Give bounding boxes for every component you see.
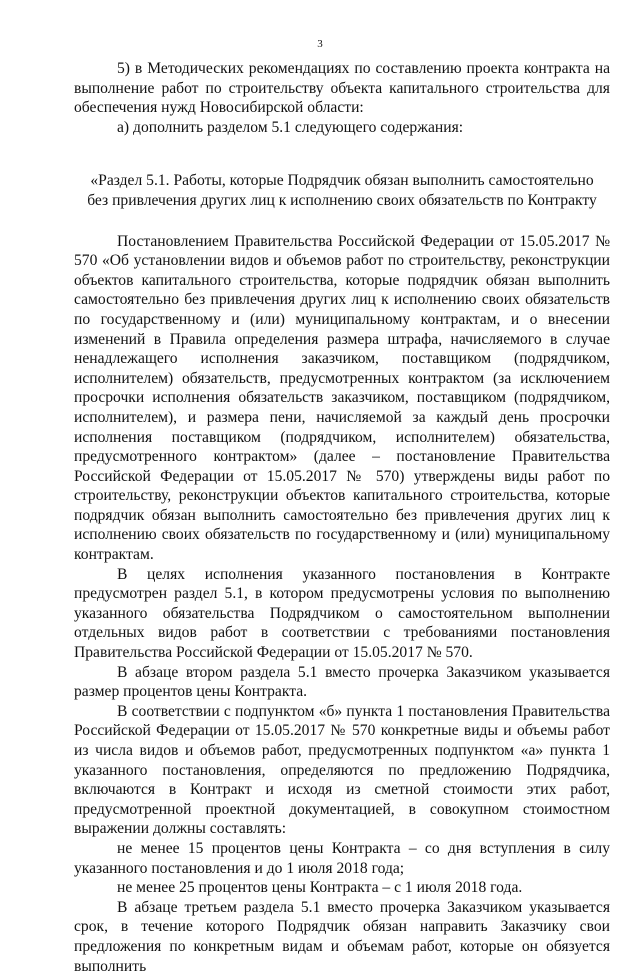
paragraph: не менее 15 процентов цены Контракта – со дня вступления в силу указанного постановления и до 1 июля 2018 года;	[74, 839, 610, 877]
paragraph: не менее 25 процентов цены Контракта – с 1 июля 2018 года.	[117, 879, 523, 897]
section-heading-line: «Раздел 5.1. Работы, которые Подрядчик обязан выполнить самостоятельно	[90, 172, 594, 190]
paragraph: В соответствии с подпунктом «б» пункта 1 постановления Правительства Российской Федерации от 15.05.2017 № 570 конкретные виды и объемы работ из числа видов и объемов работ, предусмотренных подпунктом «а» пункта 1 указанного постановления, определяются по предложению Подрядчика, включаются в Контракт и исходя из сметной стоимости этих работ, предусмотренной проектной документацией, в совокупном стоимостном выражении должны составлять:	[74, 702, 610, 838]
document-body	[74, 59, 610, 976]
paragraph: Постановлением Правительства Российской Федерации от 15.05.2017 № 570 «Об установлении видов и объемов работ по строительству, реконструкции объектов капитального строительства, которые подрядчик обязан выполнить самостоятельно без привлечения других лиц к исполнению своих обязательств по государственному и (или) муниципальному контрактам, и о внесении изменений в Правила определения размера штрафа, начисляемого в случае ненадлежащего исполнения заказчиком, поставщиком (подрядчиком, исполнителем) обязательств, предусмотренных контрактом (за исключением просрочки исполнения обязательств заказчиком, поставщиком (подрядчиком, исполнителем), и размера пени, начисляемой за каждый день просрочки исполнения поставщиком (подрядчиком, исполнителем) обязательства, предусмотренного контрактом» (далее – постановление Правительства Российской Федерации от 15.05.2017 № 570) утверждены виды работ по строительству, реконструкции объектов капитального строительства, которые подрядчик обязан выполнить самостоятельно без привлечения других лиц к исполнению своих обязательств по государственному и (или) муниципальному контрактам.	[74, 232, 610, 564]
paragraph: В целях исполнения указанного постановления в Контракте предусмотрен раздел 5.1, в котором предусмотрены условия по выполнению указанного обязательства Подрядчиком о самостоятельном выполнении отдельных видов работ в соответствии с требованиями постановления Правительства Российской Федерации от 15.05.2017 № 570.	[74, 565, 610, 662]
section-heading-line: без привлечения других лиц к исполнению своих обязательств по Контракту	[87, 191, 597, 209]
section-heading	[74, 171, 610, 210]
paragraph: В абзаце третьем раздела 5.1 вместо прочерка Заказчиком указывается срок, в течение которого Подрядчик обязан направить Заказчику свои предложения по конкретным видам и объемам работ, которые он обязуется выполнить	[74, 898, 610, 975]
page-number: 3	[317, 38, 323, 50]
paragraph: 5) в Методических рекомендациях по составлению проекта контракта на выполнение работ по строительству объекта капитального строительства для обеспечения нужд Новосибирской области:	[74, 60, 610, 117]
paragraph: В абзаце втором раздела 5.1 вместо прочерка Заказчиком указывается размер процентов цены Контракта.	[74, 663, 610, 701]
paragraph: а) дополнить разделом 5.1 следующего содержания:	[117, 118, 464, 136]
